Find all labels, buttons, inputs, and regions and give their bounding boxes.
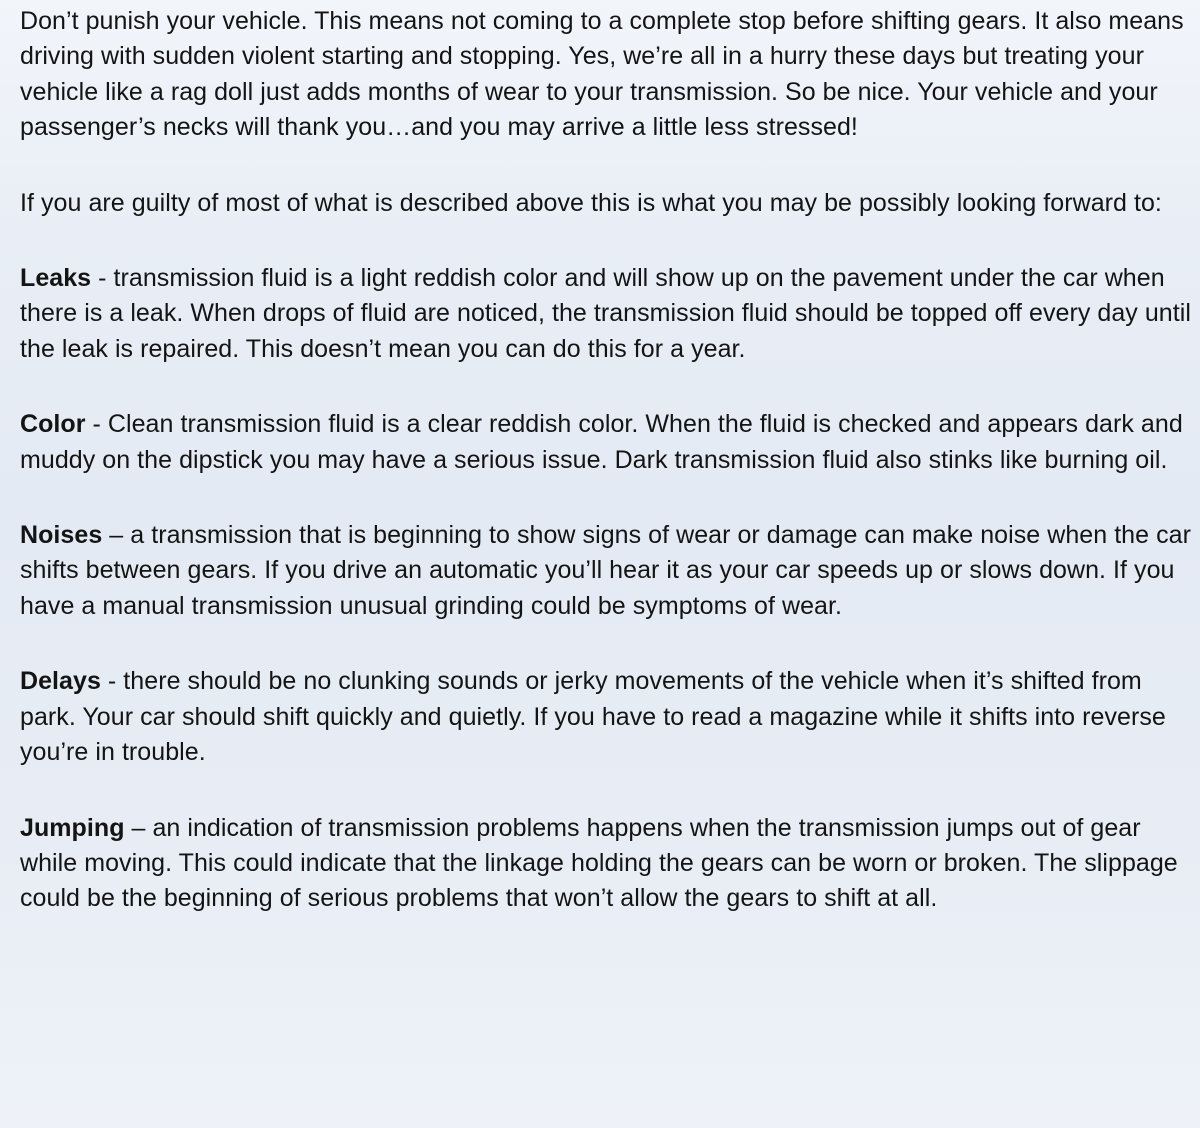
paragraph-spacer — [20, 478, 1192, 518]
paragraph-spacer — [20, 367, 1192, 407]
symptom-color — [20, 407, 1192, 478]
symptom-term: Leaks — [20, 264, 92, 293]
symptom-jumping — [20, 811, 1192, 917]
symptom-term: Delays — [20, 667, 101, 696]
symptom-description: - Clean transmission fluid is a clear reddish color. When the fluid is checked and appears dark and muddy on the dipstick you may have a serious issue. Dark transmission fluid also stinks like burning oil. — [20, 410, 1183, 474]
paragraph-spacer — [20, 771, 1192, 811]
paragraph-spacer — [20, 221, 1192, 261]
symptom-description: – a transmission that is beginning to show signs of wear or damage can make noise when the car shifts between gears. If you drive an automatic you’ll hear it as your car speeds up or slows down. If you have a manual transmission unusual grinding could be symptoms of wear. — [20, 521, 1191, 620]
symptom-delays — [20, 664, 1192, 770]
intro-paragraph — [20, 4, 1192, 146]
symptom-term: Jumping — [20, 813, 125, 842]
symptom-description: - there should be no clunking sounds or jerky movements of the vehicle when it’s shifted from park. Your car should shift quickly and quietly. If you have to read a magazine while it shifts into reverse you’re in trouble. — [20, 667, 1166, 767]
paragraph-spacer — [20, 624, 1192, 664]
symptom-leaks — [20, 261, 1192, 367]
paragraph-spacer — [20, 146, 1192, 186]
symptom-noises — [20, 518, 1192, 624]
lead-in-paragraph — [20, 186, 1192, 221]
symptom-term: Color — [20, 410, 86, 439]
document-body — [20, 4, 1192, 917]
symptom-description: - transmission fluid is a light reddish color and will show up on the pavement under the car when there is a leak. When drops of fluid are noticed, the transmission fluid should be topped off every day until the leak is repaired. This doesn’t mean you can do this for a year. — [20, 264, 1191, 363]
symptom-description: – an indication of transmission problems happens when the transmission jumps out of gear while moving. This could indicate that the linkage holding the gears can be worn or broken. The slippage could be the beginning of serious problems that won’t allow the gears to shift at all. — [20, 813, 1178, 913]
symptom-term: Noises — [20, 521, 103, 550]
intro-text: Don’t punish your vehicle. This means not coming to a complete stop before shifting gears. It also means driving with sudden violent starting and stopping. Yes, we’re all in a hurry these days but treating your vehicle like a rag doll just adds months of wear to your transmission. So be nice. Your vehicle and your passenger’s necks will thank you…and you may arrive a little less stressed! — [20, 7, 1184, 142]
lead-in-text: If you are guilty of most of what is described above this is what you may be possibly looking forward to: — [20, 188, 1162, 217]
